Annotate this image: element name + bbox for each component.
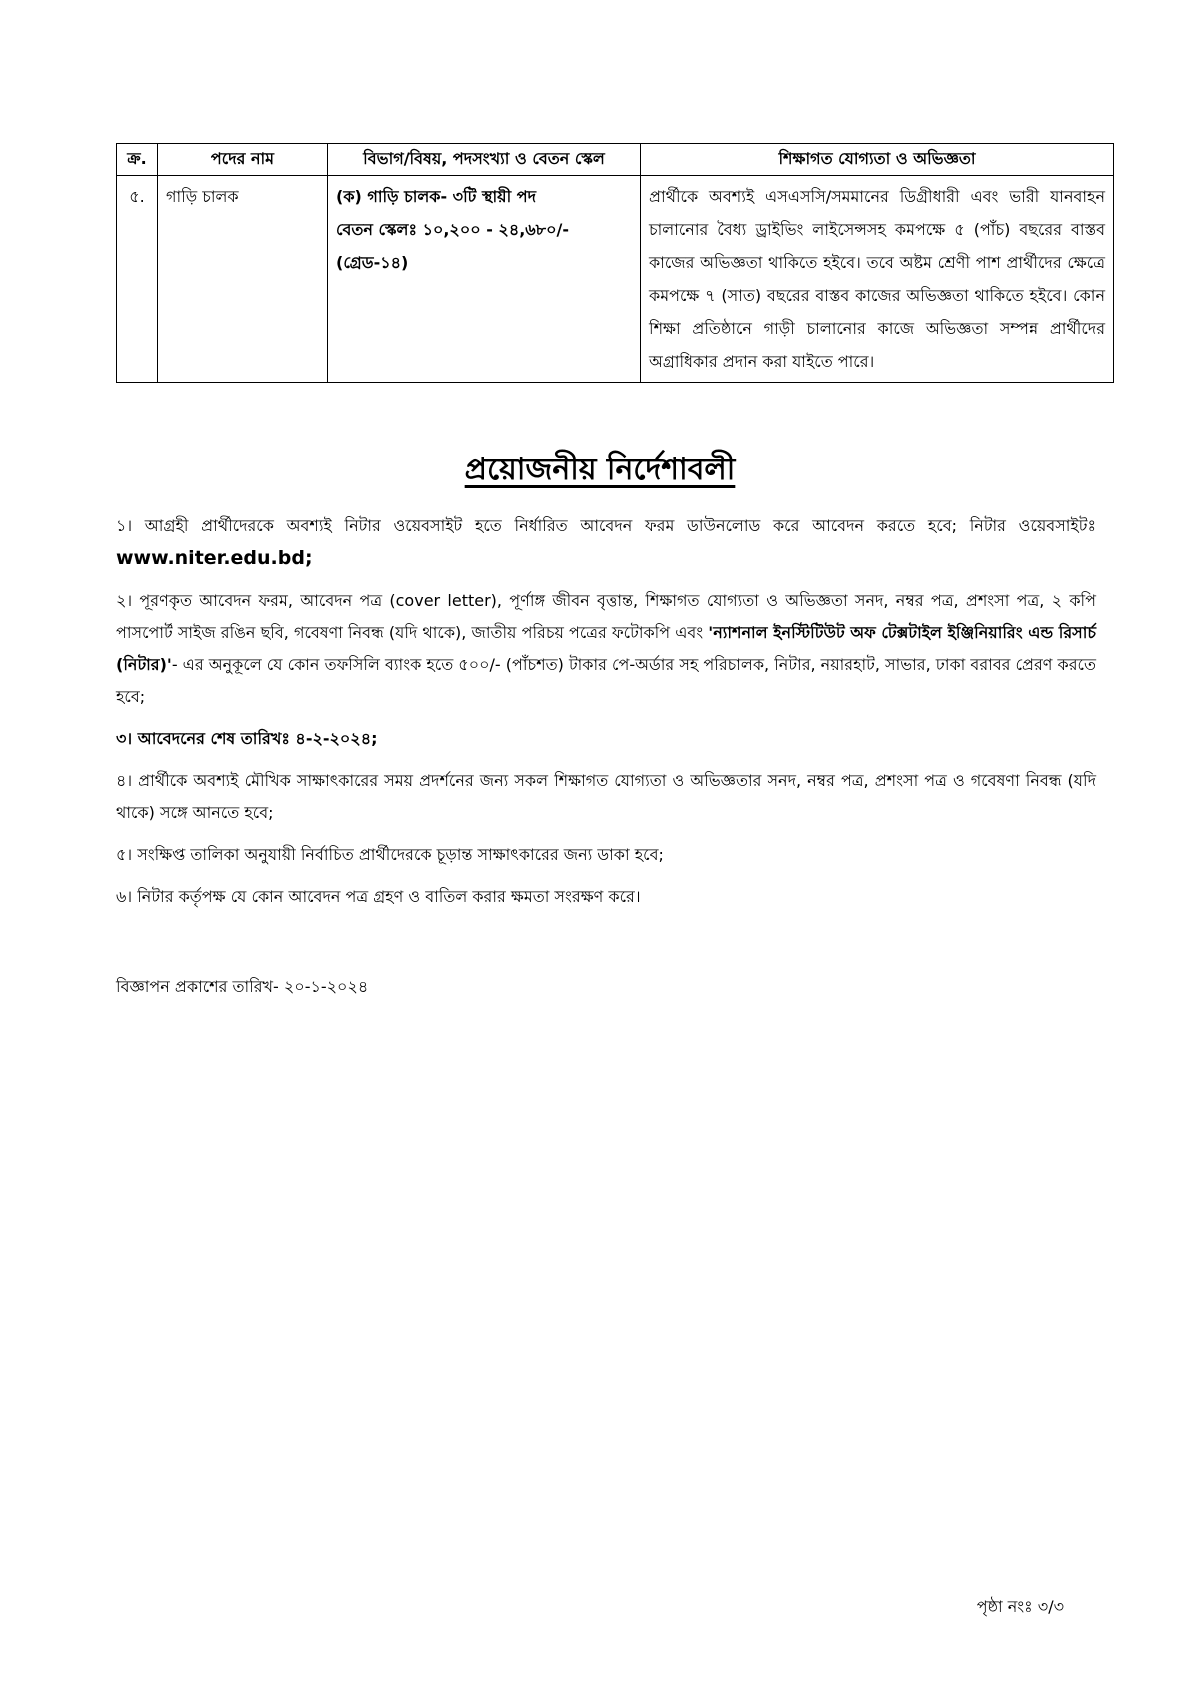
publication-date: বিজ্ঞাপন প্রকাশের তারিখ- ২০-১-২০২৪ (116, 977, 369, 996)
instruction-1 (116, 510, 1096, 575)
dept-line-3: (গ্রেড-১৪) (336, 253, 409, 272)
header-qualification: শিক্ষাগত যোগ্যতা ও অভিজ্ঞতা (641, 144, 1114, 176)
cell-sl: ৫. (117, 176, 158, 383)
instruction-1-text: ১। আগ্রহী প্রার্থীদেরকে অবশ্যই নিটার ওয়েবসাইট হতে নির্ধারিত আবেদন ফরম ডাউনলোড করে আবেদন করতে হবে; নিটার ওয়েবসাইটঃ (116, 516, 1096, 535)
table-header-row (117, 144, 1114, 176)
website-link[interactable]: www.niter.edu.bd; (116, 547, 313, 569)
dept-line-1: (ক) গাড়ি চালক- ৩টি স্থায়ী পদ (336, 187, 537, 206)
header-post-name: পদের নাম (158, 144, 328, 176)
header-dept: বিভাগ/বিষয়, পদসংখ্যা ও বেতন স্কেল (328, 144, 641, 176)
dept-line-2: বেতন স্কেলঃ ১০,২০০ - ২৪,৬৮০/- (336, 220, 569, 239)
section-title (0, 445, 1200, 496)
page-number: পৃষ্ঠা নংঃ ৩/৩ (976, 1597, 1064, 1616)
cell-qualification: প্রার্থীকে অবশ্যই এসএসসি/সমমানের ডিগ্রীধারী এবং ভারী যানবাহন চালানোর বৈধ্য ড্রাইভিং লাইসেন্সসহ কমপক্ষে ৫ (পাঁচ) বছরের বাস্তব কাজের অভিজ্ঞতা থাকিতে হইবে। তবে অষ্টম শ্রেণী পাশ প্রার্থীদের ক্ষেত্রে কমপক্ষে ৭ (সাত) বছরের বাস্তব কাজের অভিজ্ঞতা থাকিতে হইবে। কোন শিক্ষা প্রতিষ্ঠানে গাড়ী চালানোর কাজে অভিজ্ঞতা সম্পন্ন প্রার্থীদের অগ্রাধিকার প্রদান করা যাইতে পারে। (641, 176, 1114, 383)
instruction-5: ৫। সংক্ষিপ্ত তালিকা অনুযায়ী নির্বাচিত প্রার্থীদেরকে চূড়ান্ত সাক্ষাৎকারের জন্য ডাকা হবে; (116, 845, 664, 864)
instruction-4: ৪। প্রার্থীকে অবশ্যই মৌখিক সাক্ষাৎকারের সময় প্রদর্শনের জন্য সকল শিক্ষাগত যোগ্যতা ও অভিজ্ঞতার সনদ, নম্বর পত্র, প্রশংসা পত্র ও গবেষণা নিবন্ধ (যদি থাকে) সঙ্গে আনতে হবে; (116, 771, 1096, 822)
instruction-6: ৬। নিটার কর্তৃপক্ষ যে কোন আবেদন পত্র গ্রহণ ও বাতিল করার ক্ষমতা সংরক্ষণ করে। (116, 887, 641, 906)
instruction-2-text: ২। পূরণকৃত আবেদন ফরম, আবেদন পত্র (cover letter), পূর্ণাঙ্গ জীবন বৃত্তান্ত, শিক্ষাগত যোগ্যতা ও অভিজ্ঞতা সনদ, নম্বর পত্র, প্রশংসা পত্র, ২ কপি পাসপোর্ট সাইজ রঙিন ছবি, গবেষণা নিবন্ধ (যদি থাকে), জাতীয় পরিচয় পত্রের ফটোকপি এবং (116, 591, 1096, 642)
instruction-2-rest: - এর অনুকূলে যে কোন তফসিলি ব্যাংক হতে ৫০০/- (পাঁচশত) টাকার পে-অর্ডার সহ পরিচালক, নিটার, নয়ারহাট, সাভার, ঢাকা বরাবর প্রেরণ করতে হবে; (116, 655, 1096, 706)
table-row (117, 176, 1114, 383)
header-sl: ক্র. (117, 144, 158, 176)
instruction-2 (116, 585, 1096, 713)
instruction-3: ৩। আবেদনের শেষ তারিখঃ ৪-২-২০২৪; (116, 729, 378, 748)
instructions-list (116, 510, 1096, 923)
cell-dept (328, 176, 641, 383)
section-title-text: প্রয়োজনীয় নির্দেশাবলী (464, 452, 736, 487)
cell-post-name: গাড়ি চালক (158, 176, 328, 383)
job-table (116, 143, 1114, 383)
instruction-2-bold: 'ন্যাশনাল ইনস্টিটিউট অফ টেক্সটাইল ইঞ্জিনিয়ারিং এন্ড রিসার্চ (নিটার)' (116, 623, 1096, 674)
